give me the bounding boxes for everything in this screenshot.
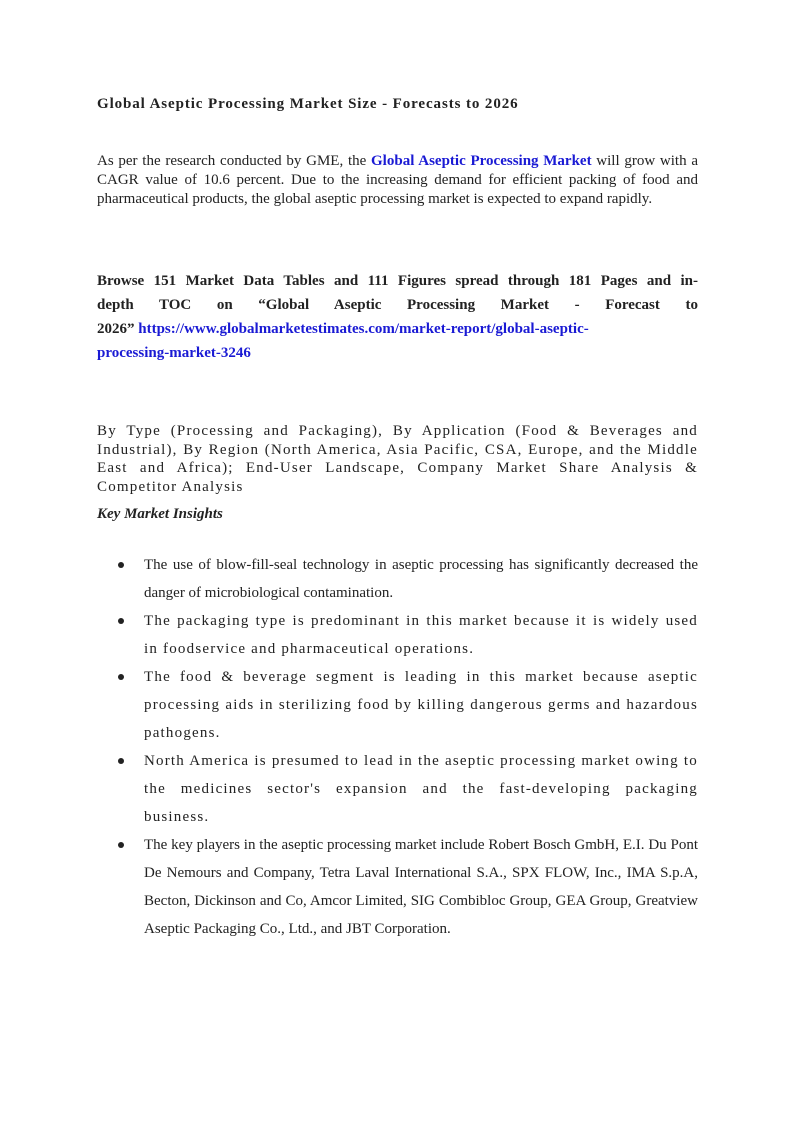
intro-text-after-link: will grow with a CAGR value of 10.6 percent. Due to the increasing demand for efficient packing of food and pharmaceutical products, the global aseptic processing market is expected to expand rapidly. [97, 153, 698, 207]
browse-line-2: depth TOC on “Global Aseptic Processing Market - Forecast to [97, 297, 698, 313]
market-report-link[interactable]: Global Aseptic Processing Market [371, 153, 592, 169]
bullet-icon [118, 562, 124, 568]
intro-text-before-link: As per the research conducted by GME, the [97, 153, 372, 169]
insight-text: The packaging type is predominant in this market because it is widely used in foodservice and pharmaceutical operations. [144, 613, 698, 657]
list-item [97, 831, 698, 943]
report-url-link-part-1[interactable]: https://www.globalmarketestimates.com/market-report/global-aseptic- [138, 321, 589, 337]
bullet-icon [118, 842, 124, 848]
segmentation-paragraph: By Type (Processing and Packaging), By Application (Food & Beverages and Industrial), By Region (North America, Asia Pacific, CSA, Europe, and the Middle East and Africa); End-User Landscape, Company Market Share Analysis & Competitor Analysis [97, 423, 698, 495]
browse-paragraph [97, 269, 698, 365]
bullet-icon [118, 618, 124, 624]
browse-line-4 [97, 341, 698, 365]
insight-text: The food & beverage segment is leading in this market because aseptic processing aids in sterilizing food by killing dangerous germs and hazardous pathogens. [144, 669, 698, 741]
list-item [97, 747, 698, 831]
key-insights-list [97, 551, 698, 943]
browse-line-3 [97, 317, 698, 341]
key-insights-heading: Key Market Insights [97, 506, 223, 522]
browse-line-1: Browse 151 Market Data Tables and 111 Figures spread through 181 Pages and in- [97, 273, 698, 289]
report-url-link-part-2[interactable]: processing-market-3246 [97, 345, 251, 361]
document-title: Global Aseptic Processing Market Size - Forecasts to 2026 [97, 96, 519, 112]
bullet-icon [118, 674, 124, 680]
list-item [97, 607, 698, 663]
insight-text: North America is presumed to lead in the aseptic processing market owing to the medicines sector's expansion and the fast-developing packaging business. [144, 753, 698, 825]
browse-year-text: 2026” [97, 321, 139, 337]
insight-text: The use of blow-fill-seal technology in aseptic processing has significantly decreased the danger of microbiological contamination. [144, 557, 698, 601]
insight-text: The key players in the aseptic processing market include Robert Bosch GmbH, E.I. Du Pont De Nemours and Company, Tetra Laval International S.A., SPX FLOW, Inc., IMA S.p.A, Becton, Dickinson and Co, Amcor Limited, SIG Combibloc Group, GEA Group, Greatview Aseptic Packaging Co., Ltd., and JBT Corporation. [144, 837, 698, 937]
intro-paragraph [97, 152, 698, 209]
list-item [97, 663, 698, 747]
bullet-icon [118, 758, 124, 764]
list-item [97, 551, 698, 607]
